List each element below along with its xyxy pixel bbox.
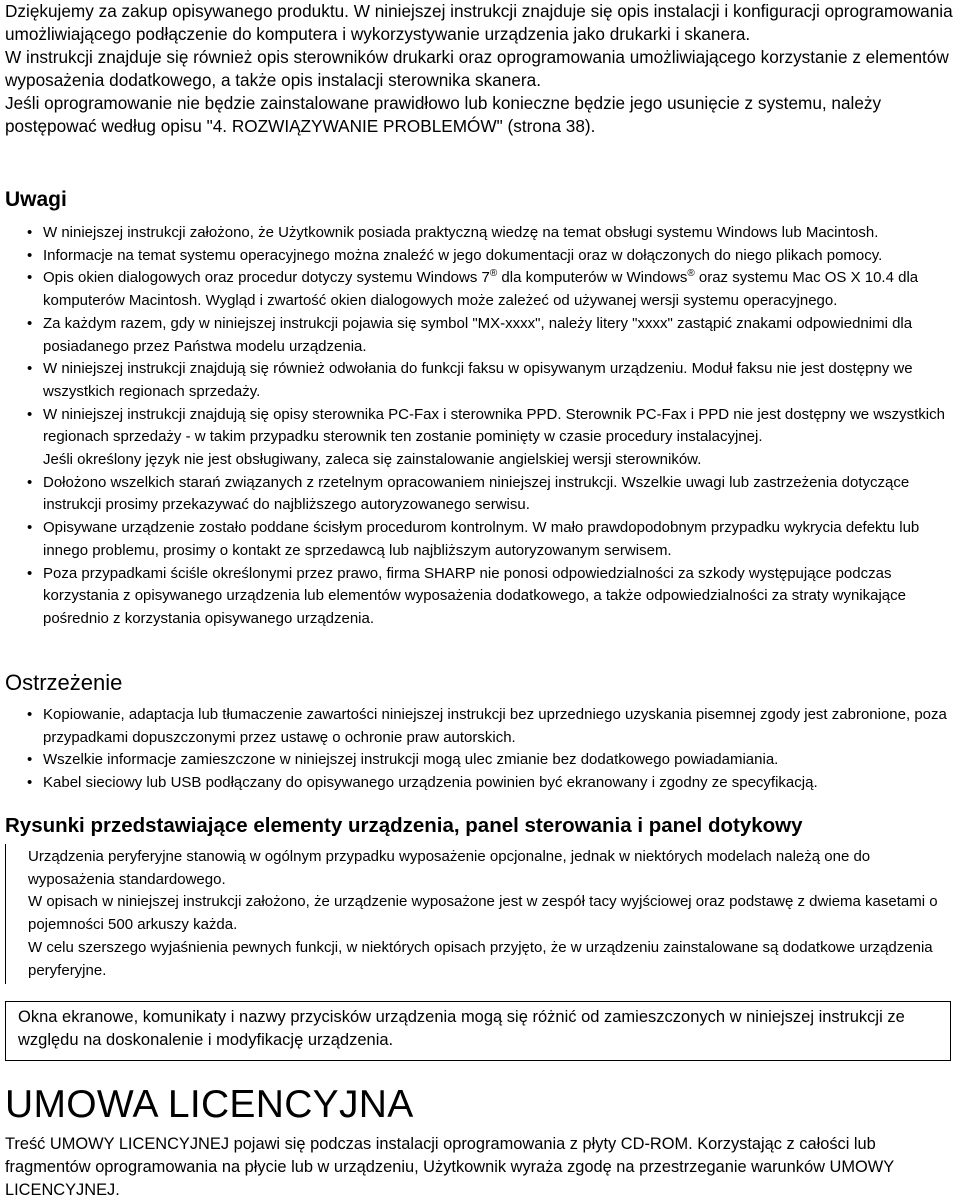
list-item: • Wszelkie informacje zamieszczone w niniejszej instrukcji mogą ulec zmianie bez dodatkowego powiadamiania. <box>22 749 958 772</box>
note-text: W niniejszej instrukcji znajdują się opisy sterownika PC-Fax i sterownika PPD. Sterownik PC-Fax i PPD nie jest dostępny we wszystkich regionach sprzedaży - w takim przypadku sterownik ten zostanie pominięty w czasie procedury instalacyjnej. <box>43 405 945 446</box>
list-item: • Dołożono wszelkich starań związanych z rzetelnym opracowaniem niniejszej instrukcji. Wszelkie uwagi lub zastrzeżenia dotyczące instrukcji prosimy przekazywać do najbliższego autoryzowanego serwisu. <box>22 472 958 517</box>
list-item: • Za każdym razem, gdy w niniejszej instrukcji pojawia się symbol "MX-xxxx", należy litery "xxxx" zastąpić znakami odpowiednimi dla posiadanego przez Państwa modelu urządzenia. <box>22 313 958 358</box>
list-item: • Kabel sieciowy lub USB podłączany do opisywanego urządzenia powinien być ekranowany i zgodny ze specyfikacją. <box>22 772 958 795</box>
notes-list <box>22 222 958 631</box>
note-text: Opis okien dialogowych oraz procedur dotyczy systemu Windows 7 <box>43 269 490 287</box>
section-rule <box>5 844 6 984</box>
note-text: dla komputerów w Windows <box>497 269 688 287</box>
registered-mark: ® <box>687 268 695 280</box>
list-item <box>22 404 958 472</box>
note-text: Jeśli określony język nie jest obsługiwany, zaleca się zainstalowanie angielskiej wersji sterowników. <box>43 451 702 469</box>
list-item: • Poza przypadkami ściśle określonymi przez prawo, firma SHARP nie ponosi odpowiedzialności za szkody występujące podczas korzystania z opisywanego urządzenia lub elementów wyposażenia dodatkowego, a także odpowiedzialności za straty wynikające pośrednio z korzystania opisywanego urządzenia. <box>22 563 958 631</box>
figures-paragraph-1: Urządzenia peryferyjne stanowią w ogólnym przypadku wyposażenie opcjonalne, jednak w niektórych modelach należą one do wyposażenia standardowego. <box>28 848 871 888</box>
figures-paragraph-2: W opisach w niniejszej instrukcji założono, że urządzenie wyposażone jest w zespół tacy wyjściowej oraz podstawę z dwiema kasetami o pojemności 500 arkuszy każda. <box>28 893 938 934</box>
license-text: Treść UMOWY LICENCYJNEJ pojawi się podczas instalacji oprogramowania z płyty CD-ROM. Korzystając z całości lub fragmentów oprogramowania na płycie lub w urządzeniu, Użytkownik wyraża zgodę na przestrzeganie warunków UMOWY LICENCYJNEJ. <box>5 1135 894 1199</box>
list-item: • Kopiowanie, adaptacja lub tłumaczenie zawartości niniejszej instrukcji bez uprzedniego uzyskania pisemnej zgody jest zabronione, poza przypadkami dopuszczonymi przez ustawę o ochronie praw autorskich. <box>22 704 958 749</box>
boxed-note: Okna ekranowe, komunikaty i nazwy przycisków urządzenia mogą się różnić od zamieszczonych w niniejszej instrukcji ze względu na doskonalenie i modyfikację urządzenia. <box>5 1001 951 1061</box>
intro-paragraph-2: W instrukcji znajduje się również opis sterowników drukarki oraz oprogramowania umożliwiającego korzystanie z elementów wyposażenia dodatkowego, a także opis instalacji sterownika skanera. <box>5 47 949 90</box>
figures-paragraph-3: W celu szerszego wyjaśnienia pewnych funkcji, w niektórych opisach przyjęto, że w urządzeniu zainstalowane są dodatkowe urządzenia peryferyjne. <box>28 938 933 979</box>
list-item <box>22 267 958 312</box>
list-item: • W niniejszej instrukcji znajdują się również odwołania do funkcji faksu w opisywanym urządzeniu. Moduł faksu nie jest dostępny we wszystkich regionach sprzedaży. <box>22 358 958 403</box>
license-heading: UMOWA LICENCYJNA <box>5 1083 414 1126</box>
registered-mark: ® <box>489 268 498 280</box>
intro-text <box>5 0 955 138</box>
notes-heading: Uwagi <box>5 188 67 211</box>
list-item: • Informacje na temat systemu operacyjnego można znaleźć w jego dokumentacji oraz w dołączonych do niego plikach pomocy. <box>22 245 958 268</box>
intro-paragraph-3: Jeśli oprogramowanie nie będzie zainstalowane prawidłowo lub konieczne będzie jego usunięcie z systemu, należy postępować według opisu "4. ROZWIĄZYWANIE PROBLEMÓW" (strona 38). <box>5 93 882 136</box>
warning-heading: Ostrzeżenie <box>5 670 123 695</box>
figures-body <box>28 846 958 982</box>
figures-heading: Rysunki przedstawiające elementy urządzenia, panel sterowania i panel dotykowy <box>5 814 803 837</box>
warning-list <box>22 704 958 795</box>
list-item: • Opisywane urządzenie zostało poddane ścisłym procedurom kontrolnym. W mało prawdopodobnym przypadku wykrycia defektu lub innego problemu, prosimy o kontakt ze sprzedawcą lub najbliższym autoryzowanym serwisem. <box>22 517 958 562</box>
list-item: • W niniejszej instrukcji założono, że Użytkownik posiada praktyczną wiedzę na temat obsługi systemu Windows lub Macintosh. <box>22 222 958 245</box>
note-text: oraz systemu Mac OS X 10.4 dla komputerów Macintosh. Wygląd i zwartość okien dialogowych może zależeć od używanej wersji systemu operacyjnego. <box>43 269 919 310</box>
intro-paragraph-1: Dziękujemy za zakup opisywanego produktu. W niniejszej instrukcji znajduje się opis instalacji i konfiguracji oprogramowania umożliwiającego podłączenie do komputera i wykorzystywanie urządzenia jako drukarki i skanera. <box>5 1 953 44</box>
